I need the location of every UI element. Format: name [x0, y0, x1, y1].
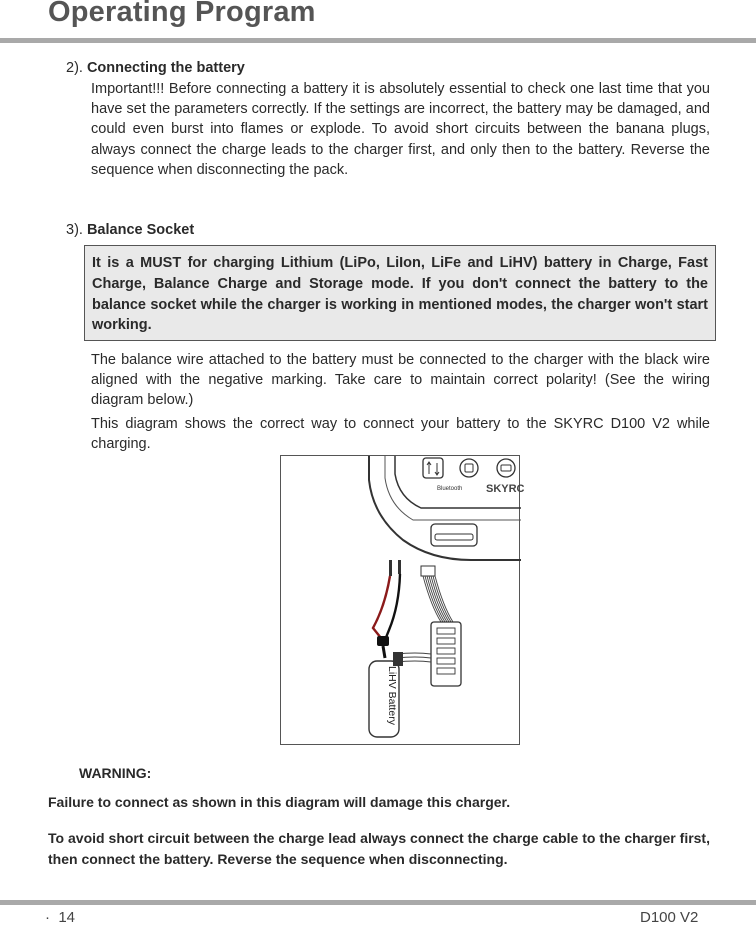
- battery-pack: [369, 652, 403, 737]
- model-name: D100 V2: [640, 909, 699, 926]
- section-3-heading: [66, 222, 194, 238]
- wiring-diagram-illustration: [281, 456, 525, 746]
- header-rule: [0, 38, 756, 43]
- battery-label: LiHV Battery: [386, 666, 398, 725]
- balance-lead: [421, 566, 453, 622]
- menu-button-icon: [497, 459, 515, 477]
- warning-line-2: To avoid short circuit between the charge lead always connect the charge cable to the charger first, then connect the battery. Reverse the sequence when disconnecting.: [48, 830, 710, 867]
- brand-logo: SKYRC: [486, 483, 525, 495]
- bluetooth-logo: [437, 486, 462, 492]
- section-2-title: Connecting the battery: [86, 60, 245, 76]
- warning-line-1: Failure to connect as shown in this diagram will damage this charger.: [48, 794, 511, 810]
- bluetooth-label: Bluetooth: [437, 486, 463, 492]
- balance-board: [431, 622, 461, 686]
- footer-rule: [0, 900, 756, 905]
- section-2-body: Important!!! Before connecting a battery it is absolutely essential to check one last time that you have set the parameters correctly. If the settings are incorrect, the battery may be damaged, and could even burst into flames or explode. To avoid short circuits between the banana plugs, always connect the charge leads to the charger first, and only then to the battery. Reverse the sequence when disconnecting the pack.: [91, 81, 710, 178]
- banana-plug-leads: [373, 560, 401, 658]
- page-number: [45, 909, 75, 926]
- page-number-value: 14: [58, 909, 76, 926]
- page-prefix: ·: [45, 909, 50, 926]
- usb-button-icon: [423, 458, 443, 478]
- section-3-body-2: This diagram shows the correct way to connect your battery to the SKYRC D100 V2 while charging.: [91, 416, 710, 453]
- round-button-icon: [460, 459, 478, 477]
- section-2-heading: [66, 60, 245, 76]
- warning-label: WARNING:: [79, 765, 152, 781]
- section-3-body-1: The balance wire attached to the battery must be connected to the charger with the black wire aligned with the negative marking. Take care to maintain correct polarity! (See the wiring diagram below.): [91, 352, 710, 409]
- section-3-title: Balance Socket: [86, 222, 195, 238]
- section-2-number: 2).: [66, 60, 83, 76]
- balance-port-recess: [431, 524, 477, 546]
- section-3-number: 3).: [66, 222, 83, 238]
- balance-callout: It is a MUST for charging Lithium (LiPo, LiIon, LiFe and LiHV) battery in Charge, Fast Charge, Balance Charge and Storage mode. If you don't connect the battery to the balance socket while the charger is working in mentioned modes, the charger won't start working.: [84, 245, 716, 341]
- wiring-diagram: [280, 455, 525, 745]
- page-title: Operating Program: [48, 0, 316, 28]
